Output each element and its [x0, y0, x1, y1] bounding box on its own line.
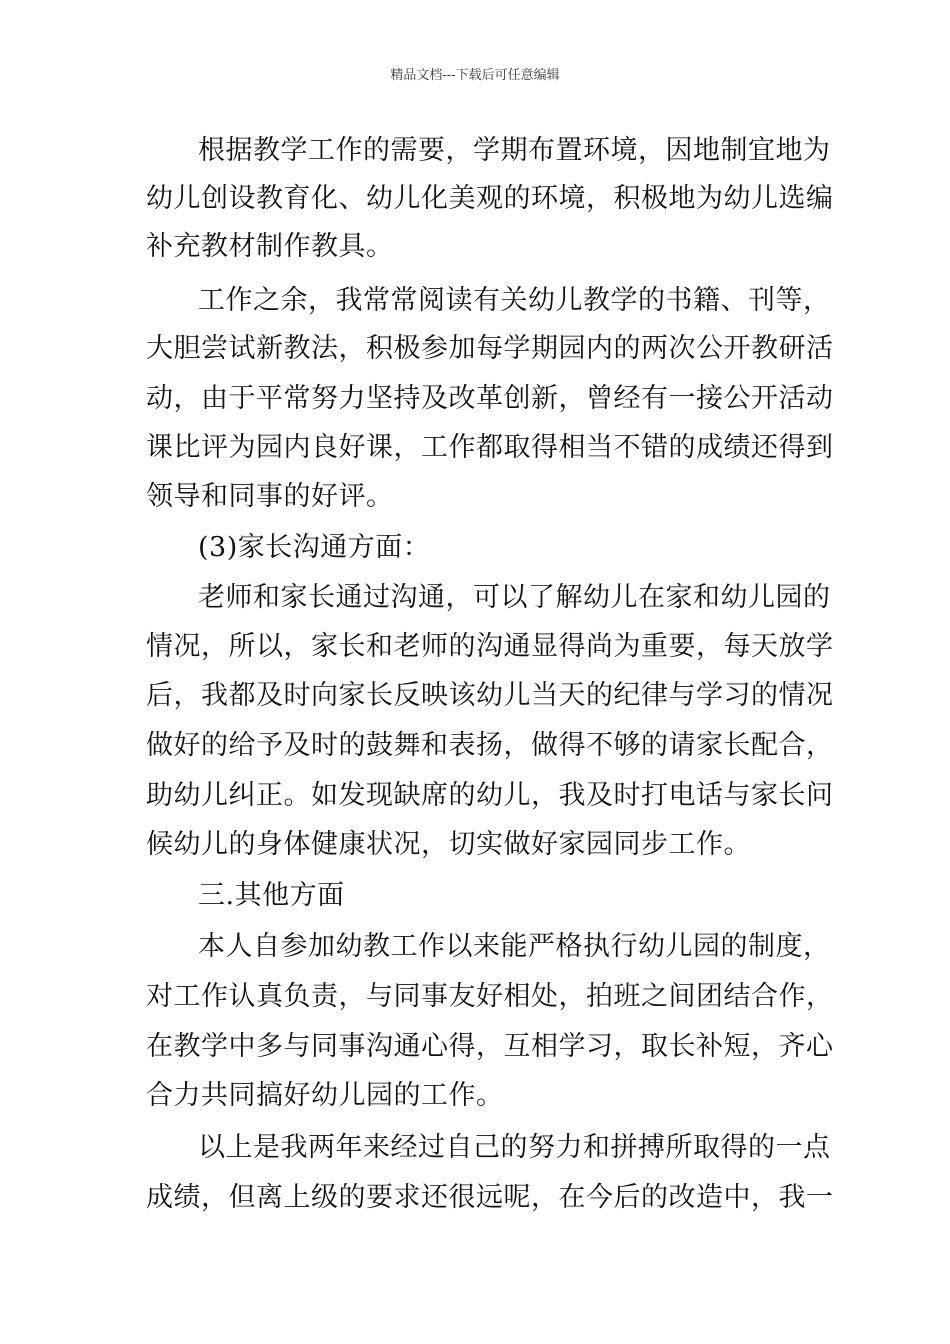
- text-line: 领导和同事的好评。: [146, 481, 394, 512]
- text-line: 做好的给予及时的鼓舞和表扬，做得不够的请家长配合，: [146, 730, 834, 761]
- text-line: 本人自参加幼教工作以来能严格执行幼儿园的制度，: [198, 931, 831, 962]
- text-line: 工作之余，我常常阅读有关幼儿教学的书籍、刊等，: [198, 285, 831, 316]
- text-line: 在教学中多与同事沟通心得，互相学习，取长补短，齐心: [146, 1031, 834, 1062]
- section-heading: (3)家长沟通方面：: [198, 532, 431, 563]
- text-line: 幼儿创设教育化、幼儿化美观的环境，积极地为幼儿选编: [146, 183, 834, 214]
- text-line: 根据教学工作的需要，学期布置环境，因地制宜地为: [198, 135, 831, 166]
- text-line: 对工作认真负责，与同事友好相处，拍班之间团结合作，: [146, 981, 834, 1012]
- text-line: 以上是我两年来经过自己的努力和拼搏所取得的一点: [198, 1132, 831, 1163]
- text-line: 课比评为园内良好课，工作都取得相当不错的成绩还得到: [146, 432, 834, 463]
- text-line: 情况，所以，家长和老师的沟通显得尚为重要，每天放学: [146, 631, 834, 662]
- page-header: 精品文档---下载后可任意编辑: [390, 68, 560, 83]
- section-heading: 三.其他方面: [198, 880, 345, 911]
- text-line: 老师和家长通过沟通，可以了解幼儿在家和幼儿园的: [198, 582, 831, 613]
- text-line: 大胆尝试新教法，积极参加每学期园内的两次公开教研活: [146, 333, 834, 364]
- text-line: 动，由于平常努力坚持及改革创新，曾经有一接公开活动: [146, 383, 834, 414]
- text-line: 后，我都及时向家长反映该幼儿当天的纪律与学习的情况: [146, 680, 834, 711]
- text-line: 助幼儿纠正。如发现缺席的幼儿，我及时打电话与家长问: [146, 780, 834, 811]
- text-line: 成绩，但离上级的要求还很远呢，在今后的改造中，我一: [146, 1182, 834, 1213]
- text-line: 候幼儿的身体健康状况，切实做好家园同步工作。: [146, 829, 751, 860]
- text-line: 合力共同搞好幼儿园的工作。: [146, 1080, 504, 1111]
- text-line: 补充教材制作教具。: [146, 231, 394, 262]
